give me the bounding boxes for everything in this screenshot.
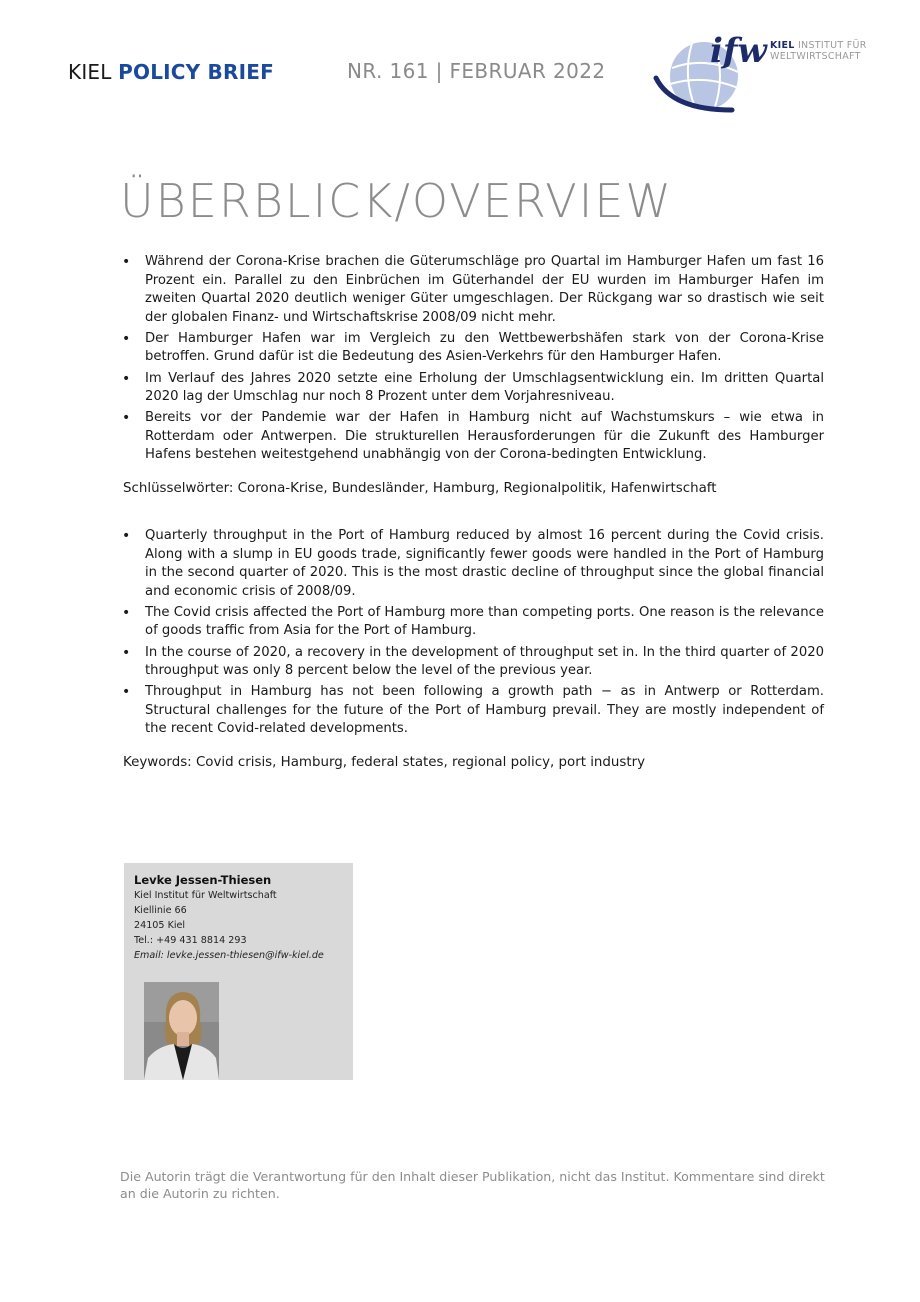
author-phone: Tel.: +49 431 8814 293	[134, 935, 247, 946]
logo-line1-bold: KIEL	[770, 40, 795, 51]
keywords-text: Covid crisis, Hamburg, federal states, regional policy, port industry	[191, 755, 646, 770]
logo-mark: ifw	[710, 31, 767, 71]
author-institute: Kiel Institut für Weltwirtschaft	[134, 890, 277, 901]
list-item: • Bereits vor der Pandemie war der Hafen in Hamburg nicht auf Wachstumskurs – wie etwa in Rotterdam oder Antwerpen. Die strukturellen Herausforderungen für die Zukunft des Hamburger Hafens bestehen weitestgehend unabhängig von der Corona-bedingten Entwicklung.	[120, 409, 824, 465]
list-item: • The Covid crisis affected the Port of Hamburg more than competing ports. One reason is the relevance of goods traffic from Asia for the Port of Hamburg.	[120, 604, 824, 641]
logo-line1-rest: INSTITUT FÜR	[794, 40, 867, 51]
english-keywords	[123, 755, 645, 770]
english-summary-list	[120, 527, 824, 742]
page-title: ÜBERBLICK/OVERVIEW	[120, 174, 673, 228]
author-street: Kiellinie 66	[134, 905, 187, 916]
list-item: • Im Verlauf des Jahres 2020 setzte eine Erholung der Umschlagsentwicklung ein. Im dritten Quartal 2020 lag der Umschlag nur noch 8 Prozent unter dem Vorjahresniveau.	[120, 370, 824, 407]
issue-number: NR. 161 | FEBRUAR 2022	[347, 59, 606, 83]
list-item: • Während der Corona-Krise brachen die Güterumschläge pro Quartal im Hamburger Hafen um fast 16 Prozent ein. Parallel zu den Einbrüchen im Güterhandel der EU wurden im Hamburger Hafen im zweiten Quartal 2020 deutlich weniger Güter umgeschlagen. Der Rückgang war so drastisch wie seit der globalen Finanz- und Wirtschaftskrise 2008/09 nicht mehr.	[120, 253, 824, 327]
series-title	[68, 60, 274, 84]
author-box	[124, 863, 353, 1080]
list-item: • Throughput in Hamburg has not been following a growth path − as in Antwerp or Rotterdam. Structural challenges for the future of the Port of Hamburg prevail. They are mostly independent of the recent Covid-related developments.	[120, 683, 824, 739]
german-summary-list	[120, 253, 824, 468]
disclaimer: Die Autorin trägt die Verantwortung für den Inhalt dieser Publikation, nicht das Institut. Kommentare sind direkt an die Autorin zu richten.	[120, 1169, 825, 1201]
keywords-label: Schlüsselwörter:	[123, 481, 234, 496]
list-item: • In the course of 2020, a recovery in the development of throughput set in. In the third quarter of 2020 throughput was only 8 percent below the level of the previous year.	[120, 644, 824, 681]
keywords-text: Corona-Krise, Bundesländer, Hamburg, Regionalpolitik, Hafenwirtschaft	[233, 481, 717, 496]
author-name: Levke Jessen-Thiesen	[134, 873, 272, 887]
author-email[interactable]: Email: levke.jessen-thiesen@ifw-kiel.de	[134, 950, 324, 961]
author-photo	[144, 982, 219, 1080]
keywords-label: Keywords:	[123, 755, 192, 770]
german-keywords	[123, 481, 717, 496]
series-bold: POLICY BRIEF	[118, 60, 274, 84]
author-city: 24105 Kiel	[134, 920, 186, 931]
logo-wordmark	[770, 40, 867, 62]
logo-line2: WELTWIRTSCHAFT	[770, 51, 861, 62]
list-item: • Der Hamburger Hafen war im Vergleich zu den Wettbewerbshäfen stark von der Corona-Krise betroffen. Grund dafür ist die Bedeutung des Asien-Verkehrs für den Hamburger Hafen.	[120, 330, 824, 367]
series-prefix: KIEL	[68, 60, 119, 84]
list-item: • Quarterly throughput in the Port of Hamburg reduced by almost 16 percent during the Covid crisis. Along with a slump in EU goods trade, significantly fewer goods were handled in the Port of Hamburg in the second quarter of 2020. This is the most drastic decline of throughput since the global financial and economic crisis of 2008/09.	[120, 527, 824, 601]
